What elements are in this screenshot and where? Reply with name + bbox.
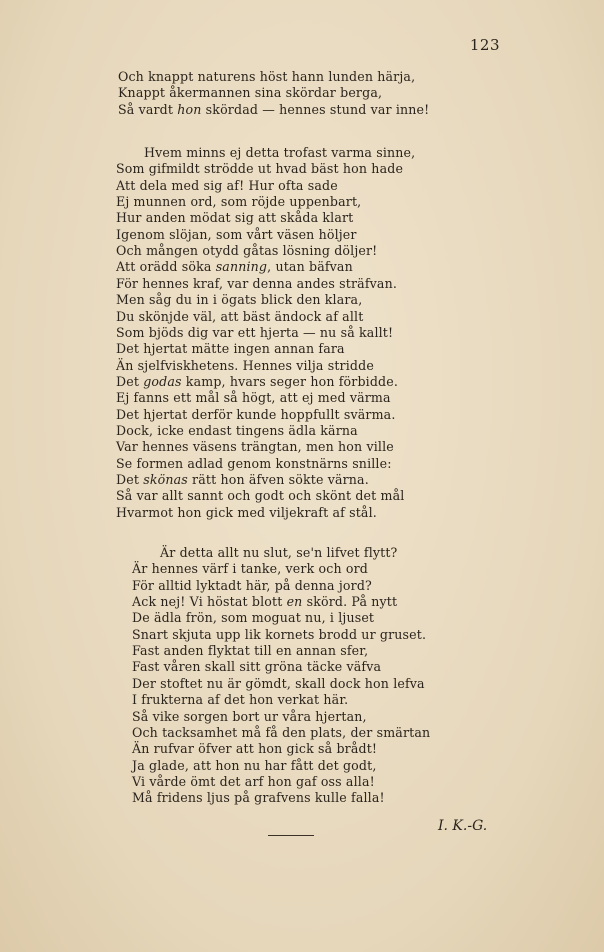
poem-line: Det godas kamp, hvars seger hon förbidde. — [116, 373, 399, 389]
poem-line: Ack nej! Vi höstat blott en skörd. På nytt — [132, 594, 398, 610]
poem-line: Ja glade, att hon nu har fått det godt, — [132, 757, 377, 773]
poem-line: Må fridens ljus på grafvens kulle falla! — [132, 790, 385, 806]
poem-line: I frukterna af det hon verkat här. — [132, 692, 349, 708]
poem-line: Snart skjuta upp lik kornets brodd ur gruset. — [132, 626, 427, 642]
poem-line: Vi vårde ömt det arf hon gaf oss alla! — [132, 773, 375, 789]
poem-line: Och tacksamhet må få den plats, der smärtan — [132, 724, 431, 740]
poem-line: Så vike sorgen bort ur våra hjertan, — [132, 708, 367, 724]
poem-line: Ej fanns ett mål så högt, att ej med värma — [116, 390, 391, 406]
poem-line: Hvem minns ej detta trofast varma sinne, — [144, 145, 416, 160]
poem-line: För hennes kraf, var denna andes sträfvan. — [116, 275, 397, 291]
poem-line: Så vardt hon skördad — hennes stund var inne! — [118, 101, 430, 117]
poem-line: Knappt åkermannen sina skördar berga, — [118, 85, 383, 101]
poem-line: Och mången otydd gåtas lösning döljer! — [116, 243, 378, 259]
poem-line: Att dela med sig af! Hur ofta sade — [116, 177, 338, 193]
poem-line: De ädla frön, som moguat nu, i ljuset — [132, 610, 375, 626]
poem-line: Du skönjde väl, att bäst ändock af allt — [116, 308, 364, 324]
poem-line: För alltid lyktadt här, på denna jord? — [132, 577, 372, 593]
page-number: 123 — [469, 36, 500, 54]
poem-line: Hvarmot hon gick med viljekraft af stål. — [116, 504, 377, 520]
poem-line: Det hjertat mätte ingen annan fara — [116, 341, 345, 357]
poem-line: Ej munnen ord, som röjde uppenbart, — [116, 194, 362, 210]
poem-line: Men såg du in i ögats blick den klara, — [116, 292, 363, 308]
poem-line: Som gifmildt strödde ut hvad bäst hon hade — [116, 161, 404, 177]
poem-line: Att orädd söka sanning, utan bäfvan — [116, 259, 353, 275]
poem-line: Igenom slöjan, som vårt väsen höljer — [116, 226, 357, 242]
poem-line: Det skönas rätt hon äfven sökte värna. — [116, 472, 369, 487]
poem-line: Fast anden flyktat till en annan sfer, — [132, 643, 369, 659]
poem-line: Är detta allt nu slut, se'n lifvet flytt? — [160, 545, 398, 560]
poem-line: Dock, icke endast tingens ädla kärna — [116, 422, 358, 438]
signature: I. K.-G. — [438, 818, 488, 834]
poem-line: Var hennes väsens trängtan, men hon ville — [116, 439, 394, 455]
closing-rule — [268, 835, 314, 836]
poem-line: Se formen adlad genom konstnärns snille: — [116, 455, 392, 471]
poem-line: Det hjertat derför kunde hoppfullt svärma. — [116, 406, 396, 422]
poem-line: Som bjöds dig var ett hjerta — nu så kallt! — [116, 324, 394, 340]
poem-line: Än sjelfviskhetens. Hennes vilja stridde — [116, 357, 374, 373]
poem-line: Fast våren skall sitt gröna täcke väfva — [132, 659, 382, 675]
poem-line: Och knappt naturens höst hann lunden härja, — [118, 69, 416, 84]
poem-line: Än rufvar öfver att hon gick så brådt! — [132, 741, 378, 757]
poem-line: Så var allt sannt och godt och skönt det mål — [116, 488, 405, 504]
poem-line: Är hennes värf i tanke, verk och ord — [132, 561, 368, 577]
poem-line: Der stoftet nu är gömdt, skall dock hon lefva — [132, 675, 425, 691]
poem-line: Hur anden mödat sig att skåda klart — [116, 210, 354, 226]
